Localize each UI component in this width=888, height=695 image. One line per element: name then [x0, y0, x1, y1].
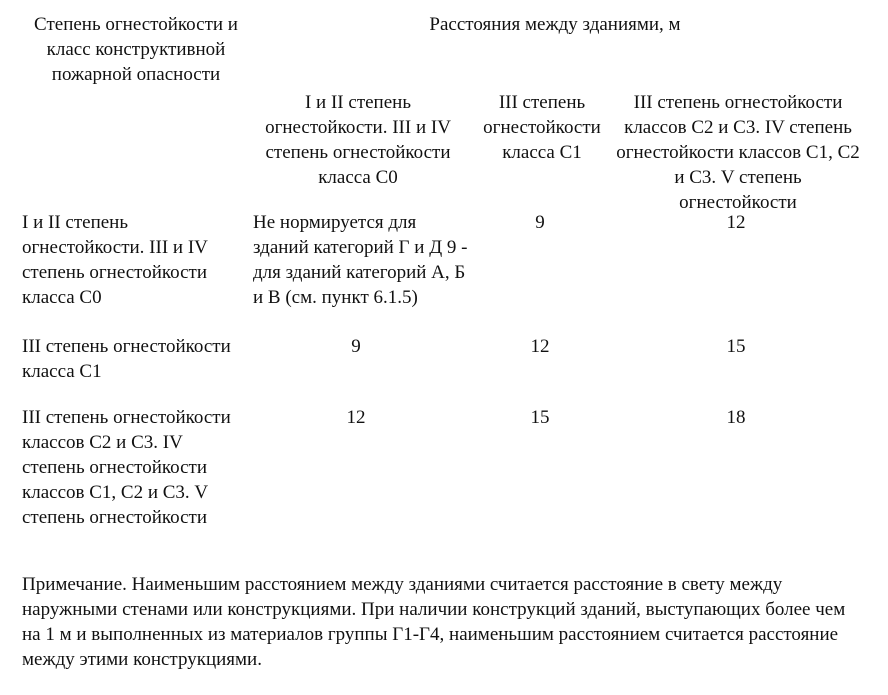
row-1-label: I и II степень огнестойкости. III и IV степень огнестойкости класса С0: [22, 212, 208, 308]
header-fire-resistance-class: Степень огнестойкости и класс конструктивной пожарной опасности: [34, 14, 238, 85]
row-2-value-1: 9: [351, 336, 361, 357]
row-3-value-2: 15: [530, 407, 550, 428]
row-3-label: III степень огнестойкости классов С2 и С3. IV степень огнестойкости классов С1, С2 и С3. V степень огнестойкости: [22, 407, 231, 528]
row-3-value-1: 12: [346, 407, 366, 428]
row-1-value-1: Не нормируется для зданий категорий Г и Д 9 - для зданий категорий А, Б и В (см. пункт 6.1.5): [253, 212, 468, 308]
footnote: Примечание. Наименьшим расстоянием между зданиями считается расстояние в свету между наружными стенами или конструкциями. При наличии конструкций зданий, выступающих более чем на 1 м и выполненных из материалов группы Г1-Г4, наименьшим расстоянием считается расстояние между этими конструкциями.: [22, 574, 846, 670]
row-2-value-3: 15: [726, 336, 746, 357]
row-2-value-2: 12: [530, 336, 550, 357]
row-2-label: III степень огнестойкости класса С1: [22, 336, 231, 382]
header-distance-between-buildings: Расстояния между зданиями, м: [429, 14, 681, 35]
subheader-2: III степень огнестойкости класса С1: [483, 92, 601, 163]
subheader-3: III степень огнестойкости классов С2 и С3. IV степень огнестойкости классов С1, С2 и С3. V степень огнестойкости: [616, 92, 860, 213]
row-3-value-3: 18: [726, 407, 746, 428]
row-1-value-3: 12: [726, 212, 746, 233]
row-1-value-2: 9: [535, 212, 545, 233]
subheader-1: I и II степень огнестойкости. III и IV степень огнестойкости класса С0: [265, 92, 451, 188]
